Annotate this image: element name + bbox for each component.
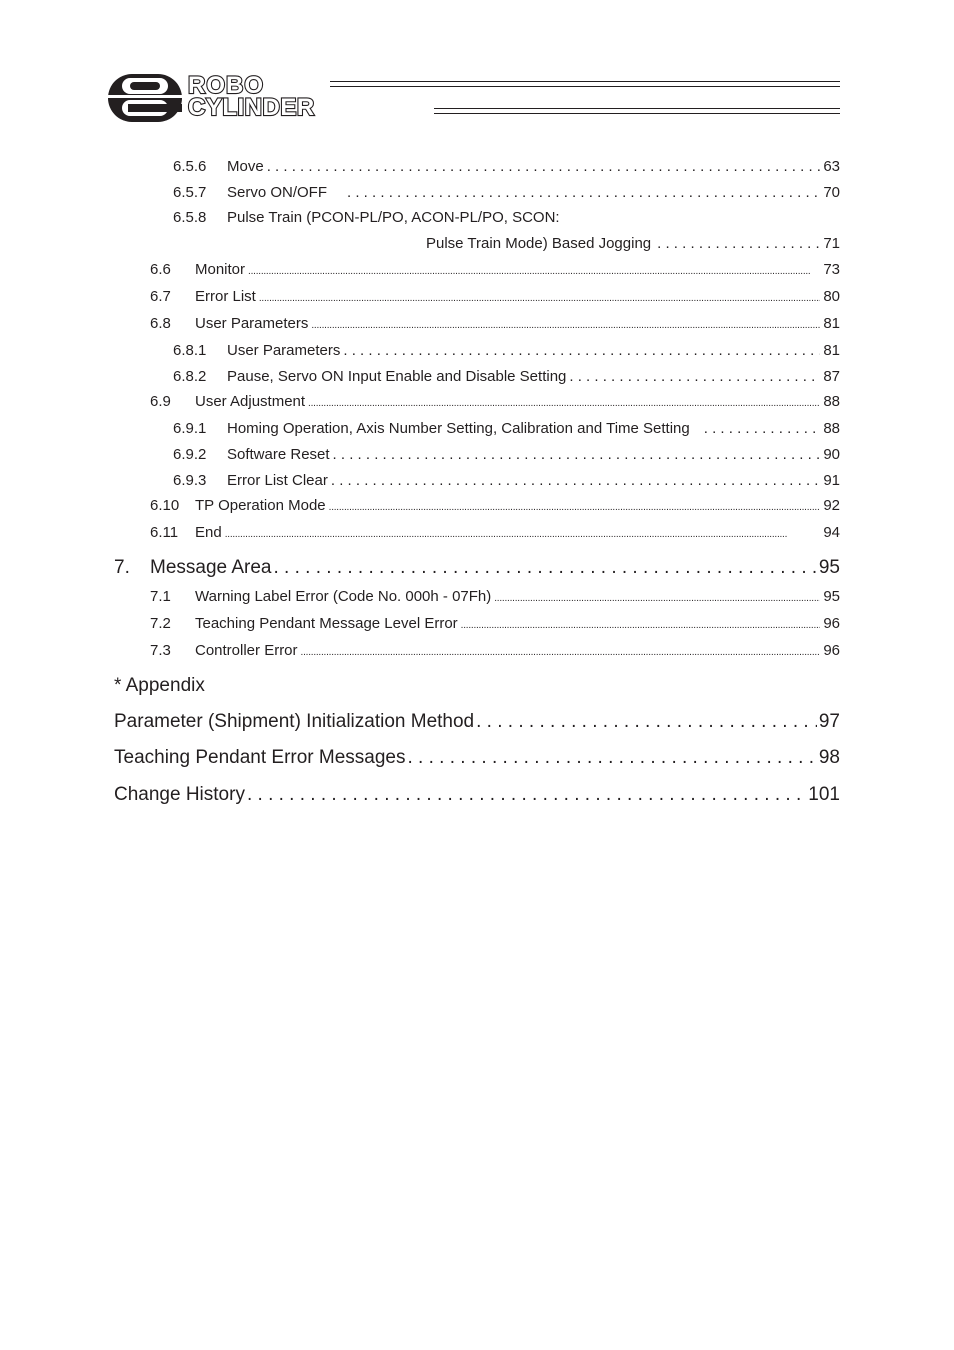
page-number: 80 — [823, 288, 840, 305]
dot-leader — [329, 497, 821, 514]
page-number: 92 — [823, 497, 840, 514]
section-title: User Adjustment — [195, 393, 306, 410]
page-number: 81 — [823, 315, 840, 332]
section-number: 6.9.1 — [173, 420, 207, 437]
toc-entry[interactable] — [173, 368, 840, 385]
section-number: 6.10 — [150, 497, 180, 514]
toc-entry[interactable] — [150, 393, 840, 410]
section-title: Pause, Servo ON Input Enable and Disable Setting — [227, 368, 567, 385]
section-number: 6.9.3 — [173, 472, 207, 489]
section-number: 7.1 — [150, 588, 171, 605]
page-number: 95 — [818, 557, 840, 578]
section-title: Pulse Train (PCON-PL/PO, ACON-PL/PO, SCON: — [227, 209, 560, 226]
dot-leader — [347, 184, 820, 201]
section-title: Servo ON/OFF — [227, 184, 328, 201]
dot-leader — [247, 784, 806, 806]
page-number: 98 — [818, 747, 840, 768]
toc-entry[interactable] — [150, 315, 840, 332]
section-title: User Parameters — [195, 315, 309, 332]
dot-leader — [273, 557, 816, 579]
dot-leader — [476, 711, 817, 733]
toc-entry[interactable] — [114, 711, 840, 733]
section-number: 6.7 — [150, 288, 171, 305]
dot-leader — [301, 642, 821, 659]
toc-entry[interactable] — [150, 497, 840, 514]
section-title: Teaching Pendant Message Level Error — [195, 615, 458, 632]
toc-entry[interactable] — [150, 524, 840, 541]
page-number: 71 — [823, 235, 840, 252]
dot-leader — [331, 472, 820, 489]
toc-entry[interactable] — [114, 784, 840, 806]
toc-entry[interactable] — [173, 209, 840, 226]
section-title: User Parameters — [227, 342, 341, 359]
section-number: 7.2 — [150, 615, 171, 632]
toc-entry-continuation[interactable] — [426, 235, 840, 252]
toc-entry[interactable] — [150, 615, 840, 632]
section-title: Error List Clear — [227, 472, 328, 489]
dot-leader — [704, 420, 821, 437]
toc-entry[interactable] — [173, 420, 840, 437]
dot-leader — [267, 158, 821, 175]
section-title: Software Reset — [227, 446, 330, 463]
brand-name-line2: CYLINDER — [188, 94, 315, 121]
toc-entry[interactable] — [114, 557, 840, 579]
section-title: Teaching Pendant Error Messages — [114, 747, 406, 768]
section-number: 6.6 — [150, 261, 171, 278]
dot-leader — [259, 288, 820, 305]
section-title: Controller Error — [195, 642, 298, 659]
toc-entry[interactable] — [150, 261, 840, 278]
page-number: 95 — [823, 588, 840, 605]
dot-leader — [408, 747, 817, 769]
page-number: 88 — [823, 393, 840, 410]
brand-name-line1: ROBO — [188, 72, 264, 99]
section-title: Parameter (Shipment) Initialization Method — [114, 711, 475, 732]
toc-entry[interactable] — [173, 184, 840, 201]
header-rule — [434, 113, 840, 114]
page-number: 88 — [823, 420, 840, 437]
page-number: 73 — [823, 261, 840, 278]
toc-entry[interactable] — [150, 288, 840, 305]
page-header — [108, 72, 840, 124]
page-number: 90 — [823, 446, 840, 463]
dot-leader — [248, 261, 820, 278]
dot-leader — [225, 524, 821, 541]
dot-leader — [494, 588, 820, 605]
section-title: Change History — [114, 784, 245, 805]
toc-entry[interactable] — [173, 472, 840, 489]
page-number: 96 — [823, 642, 840, 659]
section-number: 6.9.2 — [173, 446, 207, 463]
section-number: 6.9 — [150, 393, 171, 410]
section-title: Error List — [195, 288, 256, 305]
section-title: Homing Operation, Axis Number Setting, Calibration and Time Setting — [227, 420, 690, 437]
toc-entry[interactable] — [173, 446, 840, 463]
section-number: 7.3 — [150, 642, 171, 659]
toc-entry[interactable] — [173, 342, 840, 359]
dot-leader — [569, 368, 820, 385]
appendix-heading: * Appendix — [114, 675, 205, 696]
section-title: TP Operation Mode — [195, 497, 326, 514]
dot-leader — [461, 615, 821, 632]
header-rule — [330, 81, 840, 82]
dot-leader — [311, 315, 820, 332]
section-title: Message Area — [150, 557, 272, 578]
section-number: 6.11 — [150, 524, 179, 541]
header-rule — [434, 108, 840, 109]
section-number: 7. — [114, 557, 130, 578]
section-number: 6.8 — [150, 315, 171, 332]
toc-entry[interactable] — [150, 588, 840, 605]
rc-logo-icon — [108, 72, 182, 122]
section-number: 6.5.6 — [173, 158, 207, 175]
section-number: 6.5.8 — [173, 209, 207, 226]
section-title: Warning Label Error (Code No. 000h - 07Fh) — [195, 588, 492, 605]
section-title: End — [195, 524, 222, 541]
page-number: 94 — [823, 524, 840, 541]
page-number: 63 — [823, 158, 840, 175]
page-number: 87 — [823, 368, 840, 385]
toc-entry[interactable] — [114, 747, 840, 769]
dot-leader — [343, 342, 820, 359]
page-number: 101 — [808, 784, 840, 805]
section-title-continued: Pulse Train Mode) Based Jogging — [426, 235, 652, 252]
page-number: 91 — [823, 472, 840, 489]
toc-entry[interactable] — [150, 642, 840, 659]
dot-leader — [308, 393, 820, 410]
page-number: 96 — [823, 615, 840, 632]
page-number: 70 — [823, 184, 840, 201]
dot-leader — [657, 235, 820, 252]
section-number: 6.8.2 — [173, 368, 207, 385]
toc-entry[interactable] — [173, 158, 840, 175]
header-rule — [330, 86, 840, 87]
dot-leader — [333, 446, 821, 463]
section-number: 6.8.1 — [173, 342, 207, 359]
section-title: Monitor — [195, 261, 246, 278]
section-number: 6.5.7 — [173, 184, 207, 201]
section-title: Move — [227, 158, 264, 175]
page-number: 81 — [823, 342, 840, 359]
page-number: 97 — [818, 711, 840, 732]
